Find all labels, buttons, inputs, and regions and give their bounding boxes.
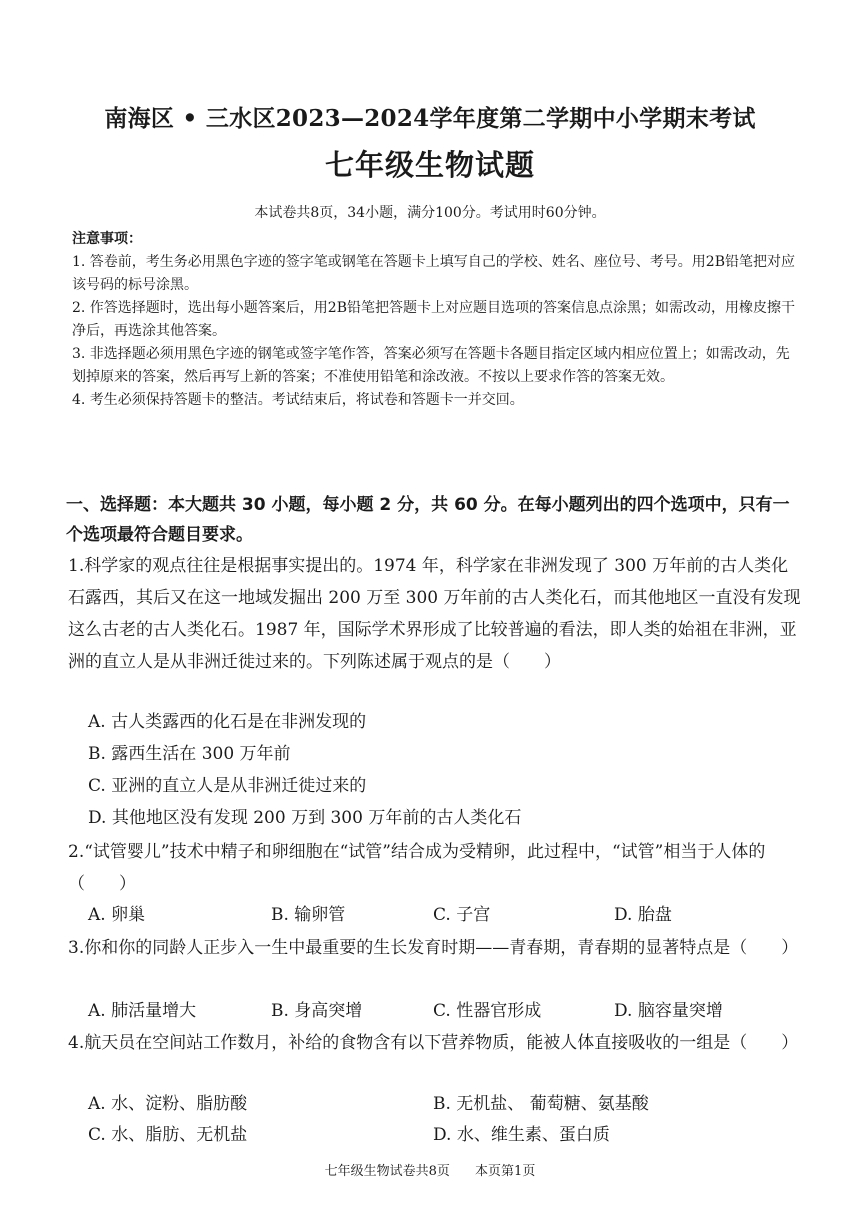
- notice-item: 1. 答卷前，考生务必用黑色字迹的签字笔或钢笔在答题卡上填写自己的学校、姓名、座位号、考号。用2B铅笔把对应该号码的标号涂黑。: [72, 254, 795, 293]
- question-4-stem: 4.航天员在空间站工作数月，补给的食物含有以下营养物质，能被人体直接吸收的一组是（ ）: [68, 1033, 799, 1053]
- notice-heading: 注意事项：: [72, 231, 142, 247]
- question-1-stem: 1.科学家的观点往往是根据事实提出的。1974 年，科学家在非洲发现了 300 万年前的古人类化石露西，其后又在这一地域发掘出 200 万至 300 万年前的古人类化石，而其他地区一直没有发现这么古老的古人类化石。1987 年，国际学术界形成了比较普遍的看法，即人类的始祖在非洲，亚洲的直立人是从非洲迁徙过来的。下列陈述属于观点的是（ ）: [68, 556, 801, 672]
- question-2-options: [88, 900, 802, 930]
- exam-title: 南海区 • 三水区2023—2024学年度第二学期中小学期末考试: [104, 105, 756, 132]
- question-3-option-a: A. 肺活量增大: [88, 1001, 197, 1021]
- notice-item: 4. 考生必须保持答题卡的整洁。考试结束后，将试卷和答题卡一并交回。: [72, 392, 524, 408]
- exam-intro: 本试卷共8页，34小题，满分100分。考试用时60分钟。: [254, 205, 606, 221]
- question-4-options-row1: [88, 1089, 802, 1119]
- question-3-option-b: B. 身高突增: [271, 1001, 363, 1021]
- notice-block: [72, 228, 802, 412]
- notice-item: 3. 非选择题必须用黑色字迹的钢笔或签字笔作答，答案必须写在答题卡各题目指定区域内相应位置上；如需改动，先划掉原来的答案，然后再写上新的答案；不准使用铅笔和涂改液。不按以上要求作答的答案无效。: [72, 346, 790, 385]
- question-2-option-c: C. 子宫: [433, 905, 491, 925]
- notice-item: 2. 作答选择题时，选出每小题答案后，用2B铅笔把答题卡上对应题目选项的答案信息点涂黑；如需改动，用橡皮擦干净后，再选涂其他答案。: [72, 300, 795, 339]
- question-4-option-d: D. 水、维生素、蛋白质: [433, 1125, 610, 1145]
- section-heading: 一、选择题：本大题共 30 小题，每小题 2 分，共 60 分。在每小题列出的四个选项中，只有一个选项最符合题目要求。: [66, 495, 790, 545]
- question-3-option-c: C. 性器官形成: [433, 1001, 542, 1021]
- question-4-options-row2: [88, 1120, 802, 1150]
- question-3-option-d: D. 脑容量突增: [614, 1001, 723, 1021]
- question-2-option-b: B. 输卵管: [271, 905, 346, 925]
- question-1-option-a: A. 古人类露西的化石是在非洲发现的: [88, 712, 367, 732]
- question-4-option-b: B. 无机盐、 葡萄糖、氨基酸: [433, 1094, 649, 1114]
- question-3-options: [88, 996, 802, 1026]
- question-2-option-d: D. 胎盘: [614, 905, 672, 925]
- question-1-option-b: B. 露西生活在 300 万年前: [88, 744, 291, 764]
- question-4-option-a: A. 水、淀粉、脂肪酸: [88, 1094, 248, 1114]
- question-3-stem: 3.你和你的同龄人正步入一生中最重要的生长发育时期——青春期，青春期的显著特点是（ ）: [68, 938, 799, 958]
- question-4-option-c: C. 水、脂肪、无机盐: [88, 1125, 248, 1145]
- exam-subtitle: 七年级生物试题: [324, 148, 535, 182]
- question-1-option-c: C. 亚洲的直立人是从非洲迁徙过来的: [88, 776, 367, 796]
- question-2-stem: 2.“试管婴儿”技术中精子和卵细胞在“试管”结合成为受精卵，此过程中，“试管”相当于人体的（ ）: [68, 842, 766, 894]
- question-1-option-d: D. 其他地区没有发现 200 万到 300 万年前的古人类化石: [88, 808, 522, 828]
- page-footer: 七年级生物试卷共8页 本页第1页: [324, 1164, 536, 1179]
- question-2-option-a: A. 卵巢: [88, 905, 146, 925]
